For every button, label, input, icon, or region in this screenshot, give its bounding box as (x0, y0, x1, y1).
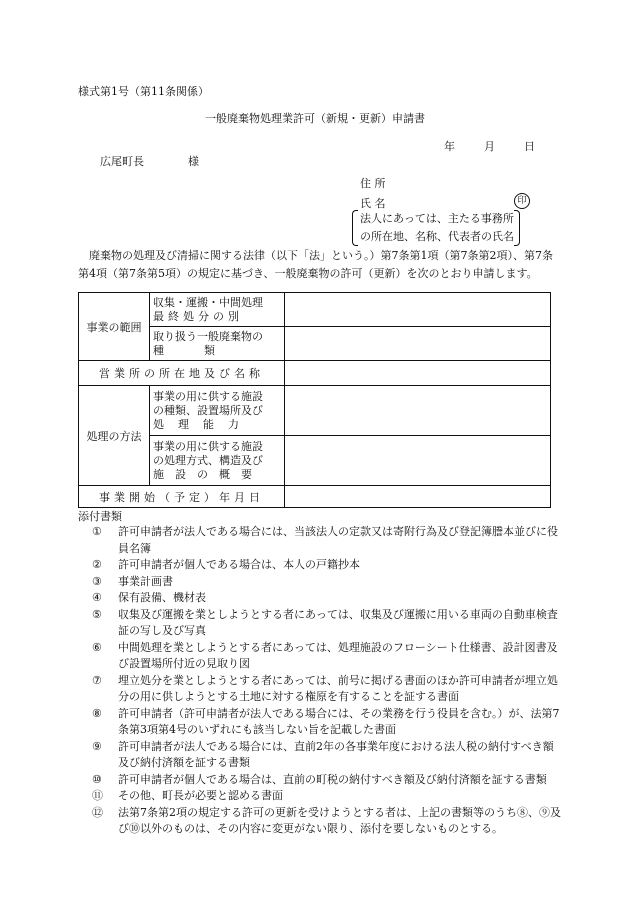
bracket-right (514, 210, 520, 246)
addressee (100, 153, 199, 169)
list-item: ⑥ 中間処理を業としようとする者にあっては、処理施設のフローシート仕様書、設計図書及び設置場所付近の見取り図 (92, 640, 558, 670)
list-item: ⑨ 許可申請者が法人である場合には、直前2年の各事業年度における法人税の納付すべき額及び納付済額を証する書類 (92, 739, 554, 769)
table-row (79, 436, 551, 486)
start-date-value[interactable] (285, 486, 551, 508)
scope-label: 事業の範囲 (79, 293, 150, 361)
attachments-title: 添付書類 (78, 510, 122, 523)
table-row (79, 386, 551, 436)
note-line-1: 法人にあっては、主たる事務所 (360, 212, 514, 225)
date-line (444, 138, 535, 154)
addressee-name: 広尾町長 (100, 155, 144, 168)
waste-type-value[interactable] (285, 327, 551, 361)
date-day: 日 (524, 140, 535, 153)
form-number: 様式第1号（第11条関係） (78, 85, 209, 98)
table-row (79, 361, 551, 386)
note-line-2: の所在地、名称、代表者の氏名 (360, 230, 514, 243)
list-item: ⑤ 収集及び運搬を業としようとする者にあっては、収集及び運搬に用いる車両の自動車検査証の写し及び写真 (92, 607, 558, 637)
list-item: ③ 事業計画書 (92, 574, 173, 588)
table-row (79, 327, 551, 361)
start-date-label: 事業開始（予定）年月日 (79, 486, 285, 508)
list-item: ⑪ その他、町長が必要と認める書面 (92, 789, 283, 802)
list-item: ② 許可申請者が個人である場合は、本人の戸籍抄本 (92, 558, 360, 571)
list-item: ⑫ 法第7条第2項の規定する許可の更新を受けようとする者は、上記の書類等のうち⑧、⑨及び⑩以外のものは、その内容に変更がない限り、添付を要しないものとする。 (92, 805, 561, 835)
bracket-left (352, 210, 358, 246)
scope-type-label: 収集・運搬・中間処理 最終処分の別 (150, 293, 285, 327)
list-item: ⑦ 埋立処分を業としようとする者にあっては、前号に掲げる書面のほか許可申請者が埋立処分の用に供しようとする土地に対する権原を有することを証する書面 (92, 673, 558, 703)
list-item: ④ 保有設備、機材表 (92, 591, 206, 604)
seal-mark: 印 (514, 193, 530, 209)
facility-type-value[interactable] (285, 386, 551, 436)
facility-structure-value[interactable] (285, 436, 551, 486)
facility-structure-label: 事業の用に供する施設 の処理方式、構造及び 施設の概要 (150, 436, 285, 486)
corporation-note (352, 210, 514, 246)
list-item: ⑧ 許可申請者（許可申請者が法人である場合には、その業務を行う役員を含む。）が、法第7条第3項第4号のいずれにも該当しない旨を記載した書面 (92, 706, 560, 736)
waste-type-label: 取り扱う一般廃棄物の 種類 (150, 327, 285, 361)
list-item: ① 許可申請者が法人である場合には、当該法人の定款又は寄附行為及び登記簿謄本並びに役員名簿 (92, 525, 558, 555)
method-label: 処理の方法 (79, 386, 150, 486)
table-row (79, 293, 551, 327)
list-item: ⑩ 許可申請者が個人である場合は、直前の町税の納付すべき額及び納付済額を証する書類 (92, 772, 547, 786)
table-row (79, 486, 551, 508)
office-label: 営業所の所在地及び名称 (79, 361, 285, 386)
date-month: 月 (484, 140, 495, 153)
address-label: 住 所 (360, 177, 386, 190)
name-label: 氏 名 (360, 197, 386, 210)
document-title: 一般廃棄物処理業許可（新規・更新）申請書 (205, 112, 425, 125)
office-value[interactable] (285, 361, 551, 386)
date-year: 年 (444, 140, 455, 153)
attachments-list (92, 524, 562, 838)
application-table (78, 292, 551, 508)
scope-type-value[interactable] (285, 293, 551, 327)
addressee-honorific: 様 (188, 155, 199, 168)
intro-paragraph: 廃棄物の処理及び清掃に関する法律（以下「法」という。）第7条第1項（第7条第2項）、第7条第4項（第7条第5項）の規定に基づき、一般廃棄物の許可（更新）を次のとおり申請します。 (78, 249, 553, 280)
facility-type-label: 事業の用に供する施設 の種類、設置場所及び 処理能力 (150, 386, 285, 436)
